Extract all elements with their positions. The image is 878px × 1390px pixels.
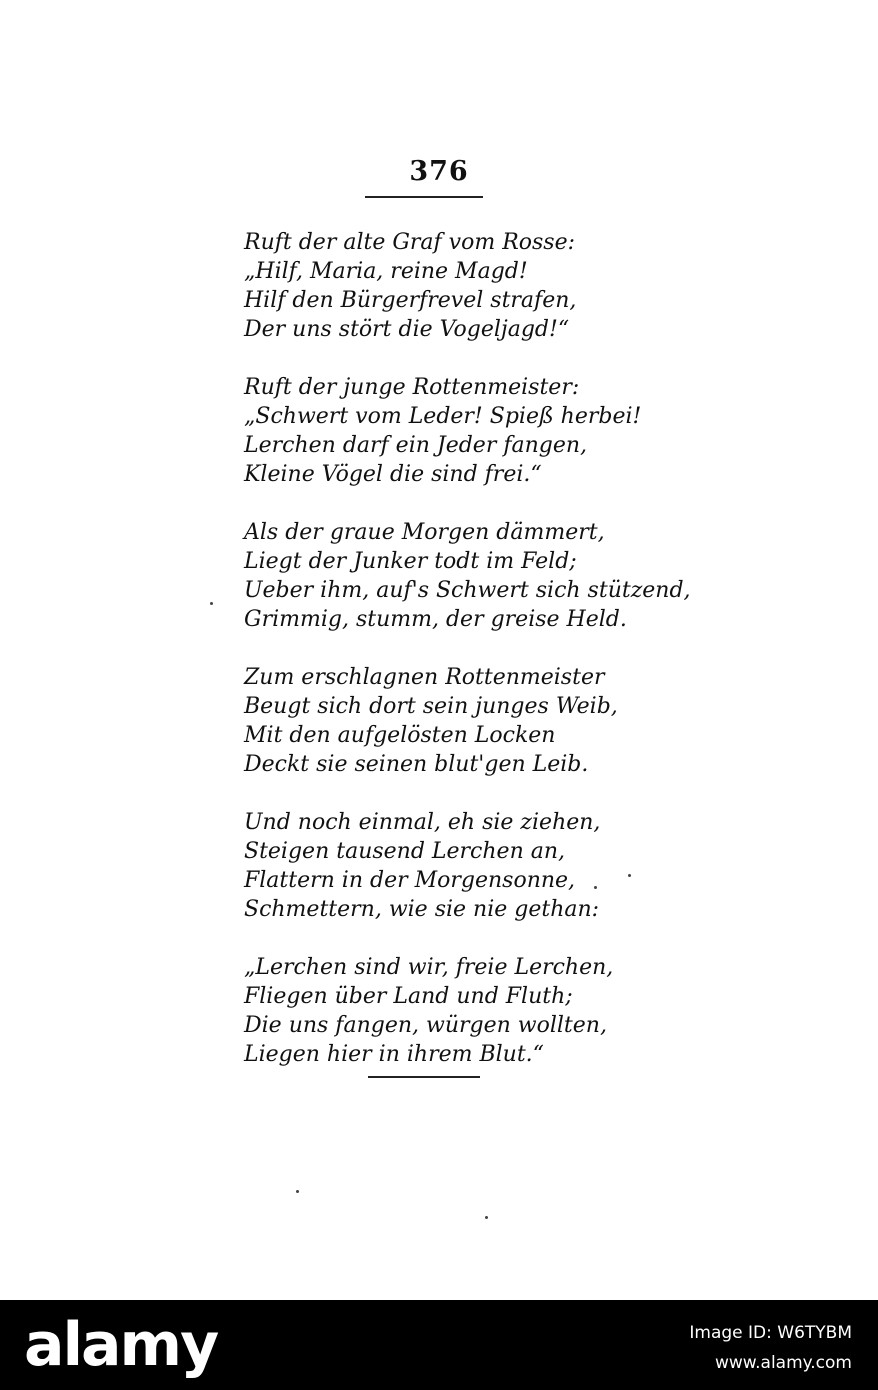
poem-line: Fliegen über Land und Fluth;: [244, 984, 573, 1009]
poem-line: Liegen hier in ihrem Blut.“: [244, 1042, 544, 1067]
poem-line: Zum erschlagnen Rottenmeister: [244, 665, 605, 690]
poem-line: Ueber ihm, auf's Schwert sich stützend,: [244, 578, 691, 603]
poem-line: Ruft der junge Rottenmeister:: [244, 375, 580, 400]
poem-line: Mit den aufgelösten Locken: [244, 723, 556, 748]
poem-line: Kleine Vögel die sind frei.“: [244, 462, 542, 487]
poem-line: Die uns fangen, würgen wollten,: [244, 1013, 607, 1038]
poem-line: Und noch einmal, eh sie ziehen,: [244, 810, 601, 835]
page-number: 376: [409, 156, 469, 187]
poem-line: Ruft der alte Graf vom Rosse:: [244, 230, 576, 255]
stanza: [244, 373, 642, 489]
poem-line: Steigen tausend Lerchen an,: [244, 839, 566, 864]
watermark-banner: [0, 1300, 878, 1390]
poem-line: Der uns stört die Vogeljagd!“: [244, 317, 570, 342]
poem-line: „Schwert vom Leder! Spieß herbei!: [244, 404, 642, 429]
poem-line: Lerchen darf ein Jeder fangen,: [244, 433, 588, 458]
image-id: Image ID: W6TYBM: [689, 1323, 852, 1343]
image-meta: [689, 1318, 852, 1378]
poem-line: Hilf den Bürgerfrevel strafen,: [244, 288, 577, 313]
poem-line: Als der graue Morgen dämmert,: [244, 520, 605, 545]
poem-line: Beugt sich dort sein junges Weib,: [244, 694, 618, 719]
poem-line: „Lerchen sind wir, freie Lerchen,: [244, 955, 614, 980]
top-rule: [365, 196, 483, 198]
ink-speck: [485, 1216, 488, 1219]
stanza: [244, 228, 624, 344]
ink-speck: [210, 602, 213, 605]
poem-line: Grimmig, stumm, der greise Held.: [244, 607, 627, 632]
stanza: [244, 663, 624, 779]
stanza: [244, 953, 624, 1069]
poem: [244, 228, 691, 1098]
bottom-rule: [368, 1076, 480, 1078]
poem-line: Deckt sie seinen blut'gen Leib.: [244, 752, 589, 777]
stanza: [244, 808, 624, 924]
alamy-logo: alamy: [24, 1310, 218, 1380]
poem-line: Flattern in der Morgensonne,: [244, 868, 576, 893]
ink-speck: [594, 886, 597, 889]
ink-speck: [628, 874, 631, 877]
poem-line: Schmettern, wie sie nie gethan:: [244, 897, 600, 922]
poem-line: „Hilf, Maria, reine Magd!: [244, 259, 528, 284]
site-url: www.alamy.com: [714, 1353, 852, 1373]
poem-line: Liegt der Junker todt im Feld;: [244, 549, 577, 574]
ink-speck: [296, 1190, 299, 1193]
stanza: [244, 518, 691, 634]
